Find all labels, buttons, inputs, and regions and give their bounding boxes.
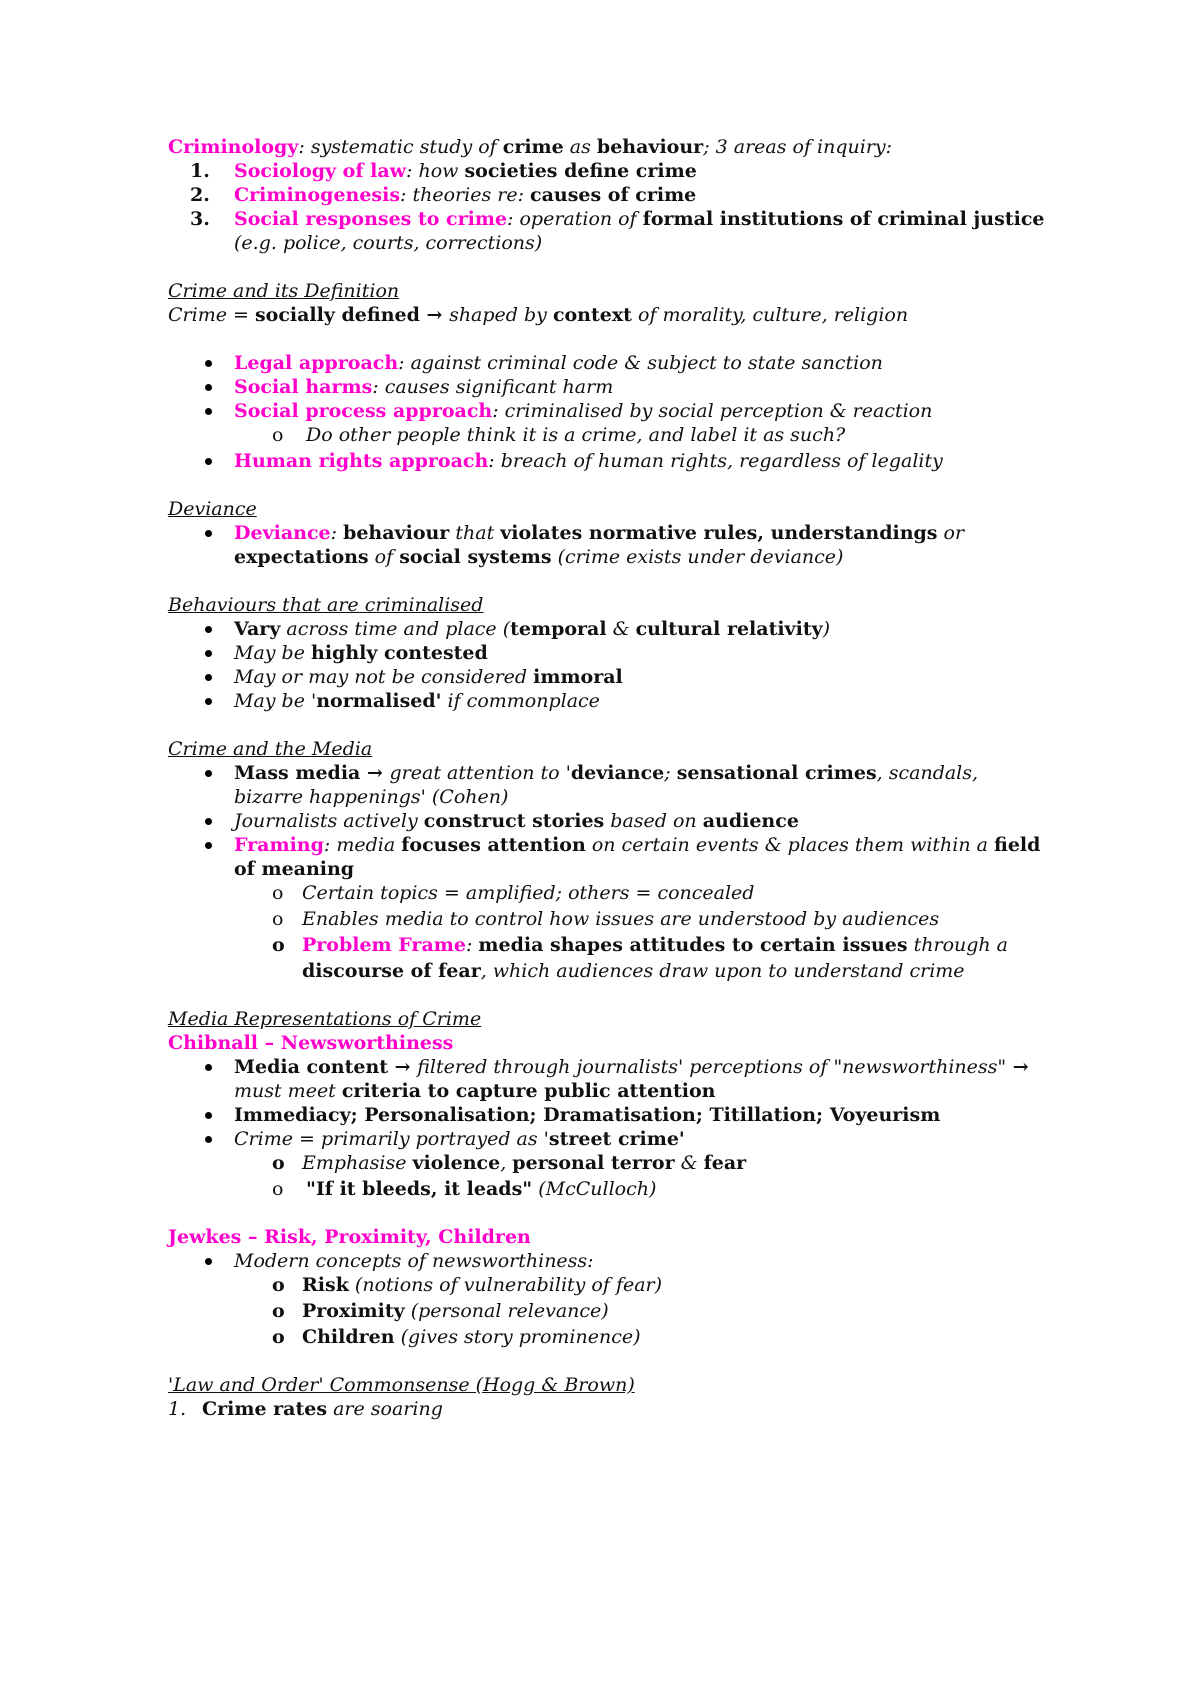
bullet-icon	[205, 408, 212, 415]
bullet-icon	[205, 698, 212, 705]
media-sub-problem-frame-line2: discourse of fear, which audiences draw upon to understand crime	[302, 960, 965, 982]
media-sub-problem-frame: Problem Frame: media shapes attitudes to certain issues through a	[302, 934, 1009, 956]
chibnall-bullet-street-crime: Crime = primarily portrayed as 'street crime'	[234, 1128, 685, 1150]
bullet-icon	[205, 674, 212, 681]
intro-item-1: 1. Sociology of law: how societies define crime	[190, 160, 697, 182]
crime-definition-line: Crime = socially defined → shaped by context of morality, culture, religion	[168, 304, 909, 326]
bullet-icon	[205, 360, 212, 367]
law-order-item-1: 1. Crime rates are soaring	[168, 1398, 443, 1420]
arrow-icon: →	[1006, 1056, 1029, 1078]
crime-def-bullet-rights: Human rights approach: breach of human rights, regardless of legality	[234, 450, 943, 472]
circle-bullet-icon: o	[272, 1178, 284, 1200]
bullet-icon	[205, 384, 212, 391]
intro-item-3: 3. Social responses to crime: operation of formal institutions of criminal justice	[190, 208, 1045, 230]
chibnall-bullet-media-content-line2: must meet criteria to capture public attention	[234, 1080, 716, 1102]
section-heading-behaviours: Behaviours that are criminalised	[168, 594, 484, 616]
bullet-icon	[205, 1136, 212, 1143]
jewkes-sub-children: Children (gives story prominence)	[302, 1326, 641, 1348]
circle-bullet-icon: o	[272, 908, 284, 930]
arrow-icon: →	[388, 1056, 418, 1078]
chibnall-bullet-criteria: Immediacy; Personalisation; Dramatisation; Titillation; Voyeurism	[234, 1104, 941, 1126]
crime-def-bullet-harms: Social harms: causes significant harm	[234, 376, 614, 398]
deviance-bullet-line2: expectations of social systems (crime exists under deviance)	[234, 546, 844, 568]
section-heading-media-representations: Media Representations of Crime	[168, 1008, 482, 1030]
behaviours-bullet-immoral: May or may not be considered immoral	[234, 666, 623, 688]
chibnall-heading: Chibnall – Newsworthiness	[168, 1032, 454, 1054]
jewkes-sub-risk: Risk (notions of vulnerability of fear)	[302, 1274, 663, 1296]
intro-line: Criminology: systematic study of crime as behaviour; 3 areas of inquiry:	[168, 136, 893, 158]
deviance-bullet: Deviance: behaviour that violates normative rules, understandings or	[234, 522, 965, 544]
media-sub-control: Enables media to control how issues are understood by audiences	[302, 908, 940, 930]
crime-def-sub-question: Do other people think it is a crime, and label it as such?	[306, 424, 846, 446]
jewkes-heading: Jewkes – Risk, Proximity, Children	[168, 1226, 531, 1248]
bullet-icon	[205, 530, 212, 537]
media-bullet-journalists: Journalists actively construct stories based on audience	[234, 810, 799, 832]
intro-item-3-examples: (e.g. police, courts, corrections)	[234, 232, 543, 254]
chibnall-sub-bleeds: "If it bleeds, it leads" (McCulloch)	[306, 1178, 657, 1200]
media-sub-topics: Certain topics = amplified; others = concealed	[302, 882, 755, 904]
media-bullet-framing-line2: of meaning	[234, 858, 355, 880]
bullet-icon	[205, 650, 212, 657]
section-heading-deviance: Deviance	[168, 498, 257, 520]
circle-bullet-icon: o	[272, 1274, 285, 1296]
crime-def-bullet-legal: Legal approach: against criminal code & subject to state sanction	[234, 352, 883, 374]
bullet-icon	[205, 1064, 212, 1071]
bullet-icon	[205, 626, 212, 633]
intro-item-2: 2. Criminogenesis: theories re: causes of crime	[190, 184, 697, 206]
intro-head: Criminology	[168, 136, 299, 158]
behaviours-bullet-vary: Vary across time and place (temporal & cultural relativity)	[234, 618, 831, 640]
bullet-icon	[205, 1112, 212, 1119]
circle-bullet-icon: o	[272, 1300, 285, 1322]
section-heading-law-order: 'Law and Order' Commonsense (Hogg & Brown)	[168, 1374, 635, 1396]
bullet-icon	[205, 458, 212, 465]
arrow-icon: →	[360, 762, 390, 784]
behaviours-bullet-contested: May be highly contested	[234, 642, 488, 664]
bullet-icon	[205, 1258, 212, 1265]
chibnall-bullet-media-content: Media content → filtered through journalists' perceptions of "newsworthiness" →	[234, 1056, 1029, 1078]
jewkes-sub-proximity: Proximity (personal relevance)	[302, 1300, 609, 1322]
bullet-icon	[205, 818, 212, 825]
circle-bullet-icon: o	[272, 882, 284, 904]
media-bullet-mass-media-line2: bizarre happenings' (Cohen)	[234, 786, 509, 808]
section-heading-media: Crime and the Media	[168, 738, 373, 760]
chibnall-sub-violence: Emphasise violence, personal terror & fear	[302, 1152, 747, 1174]
media-bullet-framing: Framing: media focuses attention on certain events & places them within a field	[234, 834, 1041, 856]
bullet-icon	[205, 842, 212, 849]
circle-bullet-icon: o	[272, 934, 285, 956]
circle-bullet-icon: o	[272, 1152, 285, 1174]
media-bullet-mass-media: Mass media → great attention to 'deviance; sensational crimes, scandals,	[234, 762, 979, 784]
arrow-icon: →	[419, 304, 450, 326]
section-heading-crime-definition: Crime and its Definition	[168, 280, 400, 302]
circle-bullet-icon: o	[272, 424, 284, 446]
crime-def-bullet-process: Social process approach: criminalised by social perception & reaction	[234, 400, 933, 422]
behaviours-bullet-normalised: May be 'normalised' if commonplace	[234, 690, 600, 712]
circle-bullet-icon: o	[272, 1326, 285, 1348]
jewkes-bullet-concepts: Modern concepts of newsworthiness:	[234, 1250, 594, 1272]
bullet-icon	[205, 770, 212, 777]
